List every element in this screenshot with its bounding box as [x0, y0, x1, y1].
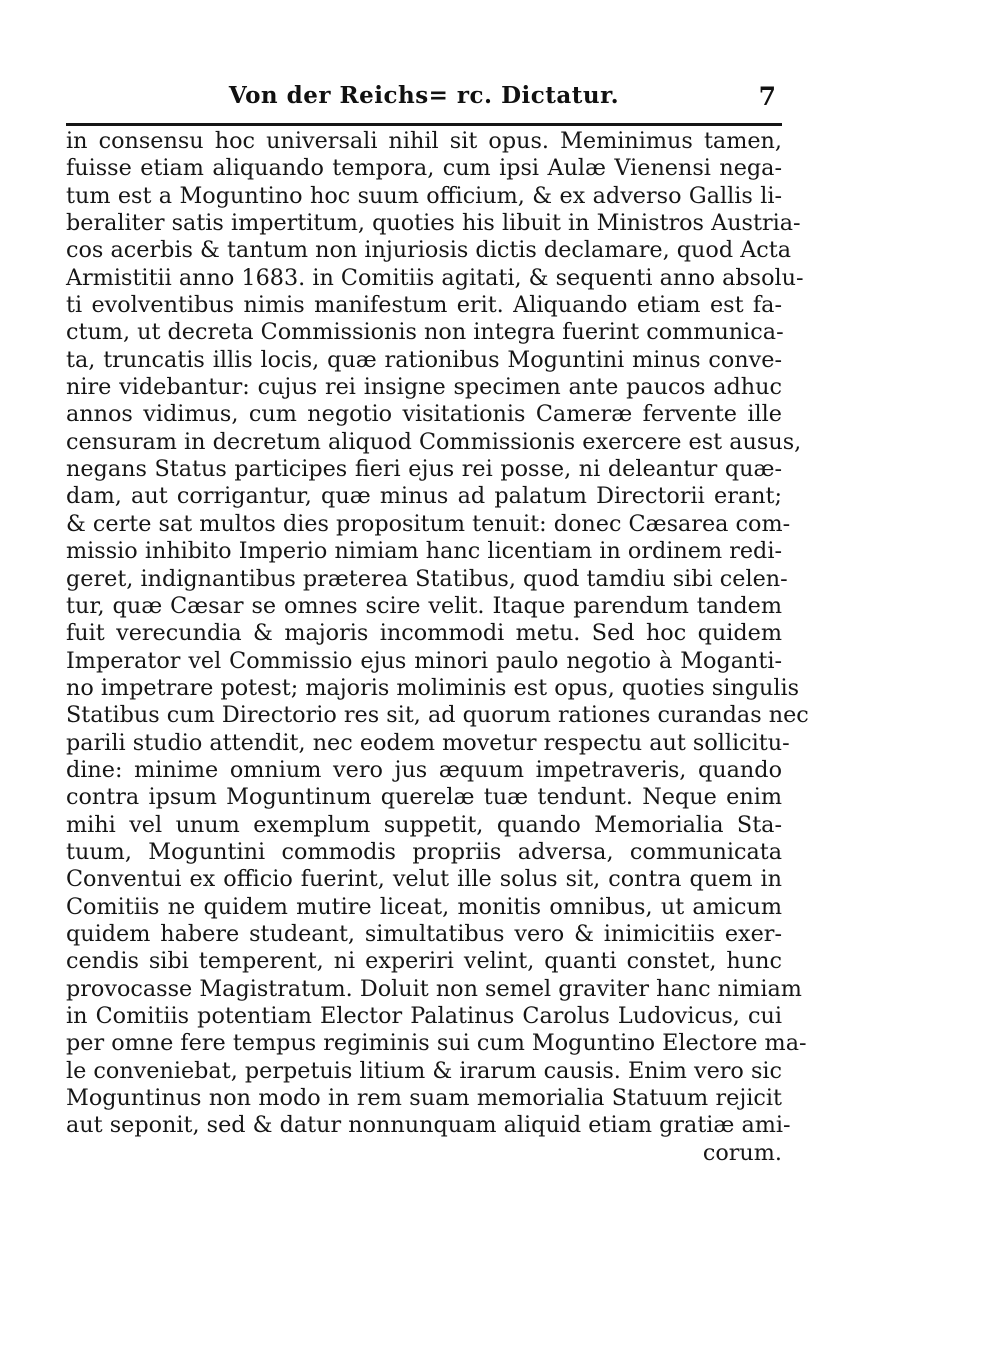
running-title: Von der Reichs= rc. Dictatur.: [228, 82, 620, 109]
text-line: provocasse Magistratum. Doluit non semel graviter hanc nimiam: [66, 975, 802, 1002]
text-line-catchword: corum.: [702, 1139, 782, 1166]
text-line: tum est a Moguntino hoc suum officium, & ex adverso Gallis li-: [66, 182, 782, 209]
text-line: dam, aut corrigantur, quæ minus ad palatum Directorii erant;: [66, 483, 782, 510]
text-line: Moguntinus non modo in rem suam memorialia Statuum rejicit: [66, 1085, 782, 1112]
page-number: 7: [758, 82, 776, 111]
text-line: cos acerbis & tantum non injuriosis dictis declamare, quod Acta: [66, 237, 792, 264]
text-line: le conveniebat, perpetuis litium & irarum causis. Enim vero sic: [66, 1057, 783, 1084]
text-line: dine: minime omnium vero jus æquum impetraveris, quando: [66, 756, 782, 783]
text-line: Comitiis ne quidem mutire liceat, monitis omnibus, ut amicum: [66, 893, 782, 920]
text-line: fuisse etiam aliquando tempora, cum ipsi Aulæ Vienensi nega-: [66, 155, 782, 182]
text-line: ta, truncatis illis locis, quæ rationibus Moguntini minus conve-: [66, 346, 782, 373]
body-text: [66, 128, 809, 1167]
text-line: missio inhibito Imperio nimiam hanc licentiam in ordinem redi-: [66, 538, 782, 565]
text-line: annos vidimus, cum negotio visitationis Cameræ fervente ille: [66, 401, 782, 428]
text-line: contra ipsum Moguntinum querelæ tuæ tendunt. Neque enim: [66, 784, 782, 811]
text-line: Statibus cum Directorio res sit, ad quorum rationes curandas nec: [66, 702, 809, 729]
text-line: Imperator vel Commissio ejus minori paulo negotio à Moganti-: [66, 647, 782, 674]
text-line: quidem habere studeant, simultatibus vero & inimicitiis exer-: [66, 920, 782, 947]
text-line: in Comitiis potentiam Elector Palatinus Carolus Ludovicus, cui: [66, 1003, 782, 1029]
running-head: [66, 80, 782, 118]
text-line: Armistitii anno 1683. in Comitiis agitati, & sequenti anno absolu-: [66, 264, 804, 291]
text-line: negans Status participes fieri ejus rei posse, ni deleantur quæ-: [66, 456, 782, 483]
text-line: ctum, ut decreta Commissionis non integra fuerint communica-: [66, 319, 784, 346]
text-line: censuram in decretum aliquod Commissionis exercere est ausus,: [66, 428, 802, 455]
text-line: beraliter satis impertitum, quoties his libuit in Ministros Austria-: [66, 210, 801, 237]
text-line: tuum, Moguntini commodis propriis adversa, communicata: [66, 838, 782, 865]
text-line: Conventui ex officio fuerint, velut ille solus sit, contra quem in: [66, 866, 782, 893]
text-line: in consensu hoc universali nihil sit opus. Meminimus tamen,: [66, 128, 782, 154]
text-line: ti evolventibus nimis manifestum erit. Aliquando etiam est fa-: [66, 292, 782, 319]
text-line: geret, indignantibus præterea Statibus, quod tamdiu sibi celen-: [66, 565, 788, 592]
text-line: parili studio attendit, nec eodem movetur respectu aut sollicitu-: [66, 729, 790, 756]
text-line: & certe sat multos dies propositum tenuit: donec Cæsarea com-: [66, 510, 791, 537]
text-line: mihi vel unum exemplum suppetit, quando Memorialia Sta-: [66, 811, 782, 838]
text-line: cendis sibi temperent, ni experiri velint, quanti constet, hunc: [66, 948, 782, 975]
text-line: tur, quæ Cæsar se omnes scire velit. Itaque parendum tandem: [66, 592, 782, 619]
text-line: fuit verecundia & majoris incommodi metu. Sed hoc quidem: [66, 620, 782, 647]
text-line: nire videbantur: cujus rei insigne specimen ante paucos adhuc: [66, 374, 782, 401]
header-rule: [66, 123, 782, 126]
text-line: no impetrare potest; majoris moliminis est opus, quoties singulis: [66, 674, 800, 701]
text-line: aut seponit, sed & datur nonnunquam aliquid etiam gratiæ ami-: [66, 1112, 791, 1139]
text-line: per omne fere tempus regiminis sui cum Moguntino Electore ma-: [66, 1030, 807, 1057]
